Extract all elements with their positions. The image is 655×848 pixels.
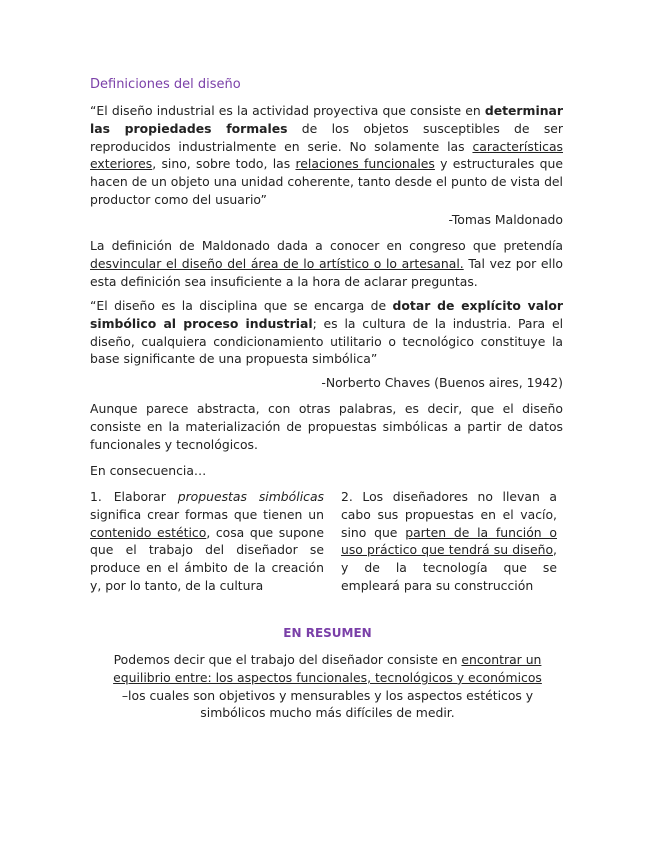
column-text: , cosa que supone que el trabajo del diseñador se produce en el ámbito de la creación y, por lo tanto, de la cultura [90, 524, 324, 593]
quote-text: de los objetos susceptibles de ser reproducidos industrialmente en serie. No solamente las [90, 120, 563, 154]
column-italic: propuestas simbólicas [177, 489, 324, 504]
paragraph-text: Tal vez por ello esta definición sea insuficiente a la hora de aclarar preguntas. [90, 255, 563, 289]
quote-underline: características exteriores [90, 138, 563, 172]
chaves-quote [90, 297, 563, 368]
summary-paragraph [110, 651, 545, 722]
column-right [341, 488, 557, 595]
section-heading: Definiciones del diseño [90, 77, 241, 92]
quote-text: ; es la cultura de la industria. Para el diseño, cualquiera condicionamiento utilitario o tecnológico constituye la base significante de una propuesta simbólica” [90, 315, 564, 367]
column-text: significa crear formas que tienen un [90, 506, 324, 522]
quote-text: “El diseño es la disciplina que se encarga de [90, 298, 393, 313]
summary-underline: encontrar un equilibrio entre: los aspectos funcionales, tecnológicos y económicos [113, 652, 542, 685]
quote-text: , sino, sobre todo, las [152, 156, 296, 172]
column-underline: parten de la función o uso práctico que tendrá su diseño [341, 524, 557, 558]
quote-text: y estructurales que hacen de un objeto una unidad coherente, tanto desde el punto de vista del productor como del usuario” [90, 156, 563, 207]
quote-emphasis: dotar de explícito valor simbólico al proceso industrial [90, 298, 563, 331]
column-left [90, 488, 324, 595]
column-text: 2. Los diseñadores no llevan a cabo sus propuestas en el vacío, sino que [341, 489, 557, 540]
maldonado-commentary [90, 237, 563, 290]
summary-text: –los cuales son objetivos y mensurables y los aspectos estéticos y simbólicos mucho más difíciles de medir. [121, 687, 534, 721]
interpretation-paragraph: Aunque parece abstracta, con otras palabras, es decir, que el diseño consiste en la materialización de propuestas simbólicas a partir de datos funcionales y tecnológicos. [90, 401, 563, 452]
column-text: 1. Elaborar [90, 489, 178, 504]
paragraph-text: La definición de Maldonado dada a conocer en congreso que pretendía [90, 238, 563, 253]
summary-title: EN RESUMEN [283, 626, 372, 640]
maldonado-quote [90, 102, 563, 209]
quote-underline: relaciones funcionales [295, 156, 435, 172]
column-underline: contenido estético [90, 524, 207, 540]
quote-text: “El diseño industrial es la actividad proyectiva que consiste en [90, 103, 485, 118]
quote-author: -Norberto Chaves (Buenos aires, 1942) [321, 375, 563, 390]
quote-author: -Tomas Maldonado [448, 212, 563, 227]
quote-emphasis: determinar las propiedades formales [90, 103, 563, 136]
summary-text: Podemos decir que el trabajo del diseñador consiste en [113, 652, 462, 667]
column-text: , y de la tecnología que se empleará para su construcción [341, 542, 557, 593]
consequence-label: En consecuencia… [90, 463, 207, 478]
paragraph-underline: desvincular el diseño del área de lo artístico o lo artesanal. [90, 255, 464, 271]
